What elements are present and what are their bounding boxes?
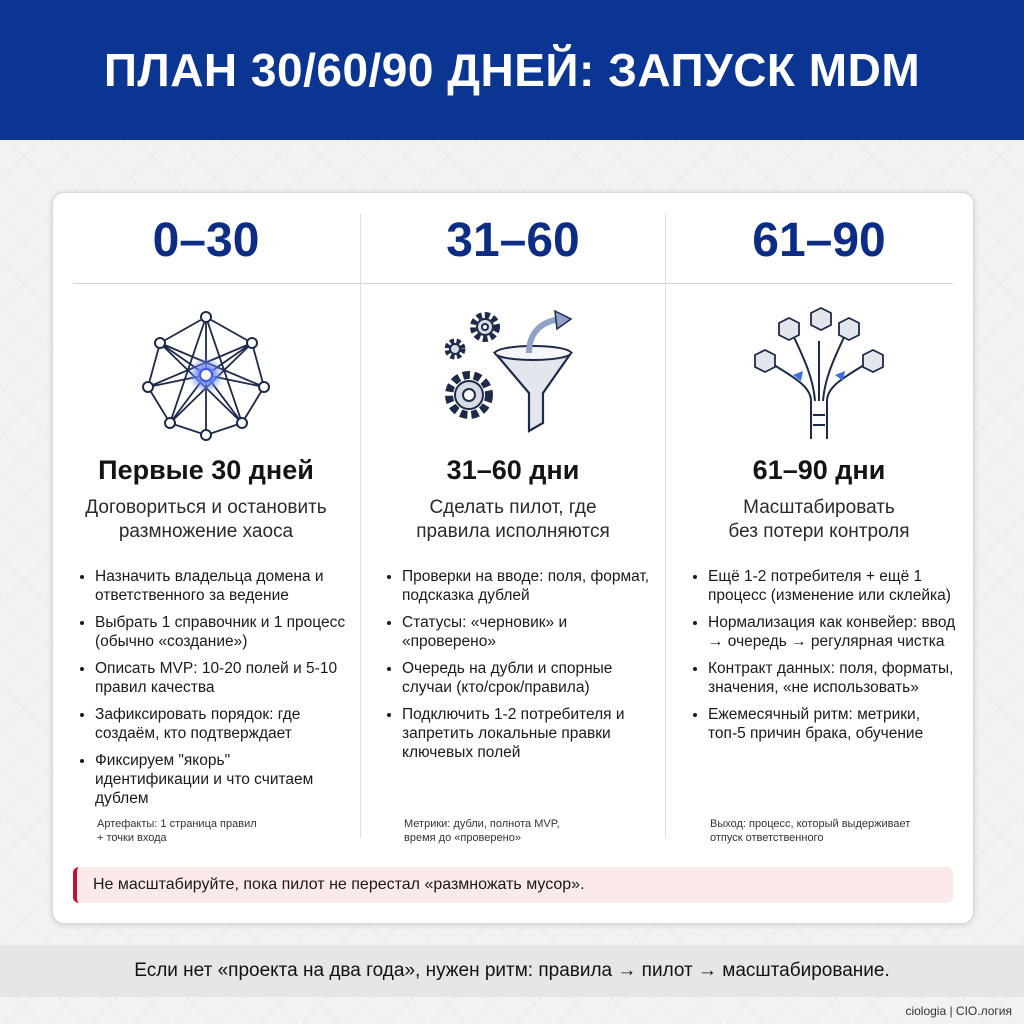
- column-note: [97, 817, 339, 845]
- note-line: + точки входа: [97, 832, 167, 844]
- tree-scale-icon: [749, 305, 889, 445]
- list-item: • Подключить 1-2 потребителя и запретить локальные правки ключевых полей: [402, 705, 654, 762]
- subtitle-line: без потери контроля: [728, 521, 910, 542]
- page-title: ПЛАН 30/60/90 ДНЕЙ: ЗАПУСК MDM: [103, 44, 921, 96]
- column-61-90: [666, 193, 972, 853]
- column-0-30: [53, 193, 359, 853]
- brand-logo: ciologia | CIO.логия: [905, 1004, 1012, 1018]
- subtitle-line: правила исполняются: [416, 521, 610, 542]
- list-item: • Нормализация как конвейер: ввод → очередь → регулярная чистка: [708, 613, 960, 651]
- subtitle-line: Договориться и остановить: [85, 497, 327, 518]
- column-subtitle: [370, 496, 656, 544]
- task-list: [77, 567, 347, 816]
- note-line: Метрики: дубли, полнота MVP,: [404, 818, 560, 830]
- list-item: • Ежемесячный ритм: метрики, топ-5 причин брака, обучение: [708, 705, 960, 743]
- list-item: • Статусы: «черновик» и «проверено»: [402, 613, 654, 651]
- note-line: Выход: процесс, который выдерживает: [710, 818, 911, 830]
- column-range: 0–30: [152, 214, 260, 267]
- column-note: [710, 817, 952, 845]
- column-title: 61–90 дни: [752, 455, 886, 485]
- task-list: [690, 567, 960, 751]
- list-item: • Очередь на дубли и спорные случаи (кто/срок/правила): [402, 659, 654, 697]
- network-icon: [136, 305, 276, 445]
- list-item: • Фиксируем "якорь" идентификации и что считаем дублем: [95, 751, 347, 808]
- column-title: Первые 30 дней: [98, 455, 314, 485]
- column-range: 61–90: [752, 214, 886, 267]
- list-item: • Зафиксировать порядок: где создаём, кто подтверждает: [95, 705, 347, 743]
- header-banner: [0, 0, 1024, 140]
- gears-funnel-icon: [443, 305, 583, 445]
- list-item: • Ещё 1-2 потребителя + ещё 1 процесс (изменение или склейка): [708, 567, 960, 605]
- warning-text: Не масштабируйте, пока пилот не перестал «размножать мусор».: [93, 876, 585, 893]
- list-item: • Контракт данных: поля, форматы, значения, «не использовать»: [708, 659, 960, 697]
- column-title: 31–60 дни: [446, 455, 580, 485]
- column-note: [404, 817, 646, 845]
- list-item: • Выбрать 1 справочник и 1 процесс (обычно «создание»): [95, 613, 347, 651]
- plan-card: [52, 192, 974, 924]
- list-item: • Описать MVP: 10-20 полей и 5-10 правил качества: [95, 659, 347, 697]
- task-list: [384, 567, 654, 770]
- column-31-60: [360, 193, 666, 853]
- subtitle-line: Сделать пилот, где: [429, 497, 597, 518]
- column-range: 31–60: [446, 214, 580, 267]
- list-item: • Назначить владельца домена и ответственного за ведение: [95, 567, 347, 605]
- subtitle-line: Масштабировать: [743, 497, 895, 518]
- note-line: отпуск ответственного: [710, 832, 824, 844]
- list-item: • Проверки на вводе: поля, формат, подсказка дублей: [402, 567, 654, 605]
- subtitle-line: размножение хаоса: [118, 521, 294, 542]
- note-line: время до «проверено»: [404, 832, 521, 844]
- column-subtitle: [63, 496, 349, 544]
- column-subtitle: [676, 496, 962, 544]
- footer-text: Если нет «проекта на два года», нужен ритм: правила → пилот → масштабирование.: [134, 960, 890, 981]
- note-line: Артефакты: 1 страница правил: [97, 818, 257, 830]
- footer-bar: [0, 945, 1024, 997]
- warning-banner: [73, 867, 953, 903]
